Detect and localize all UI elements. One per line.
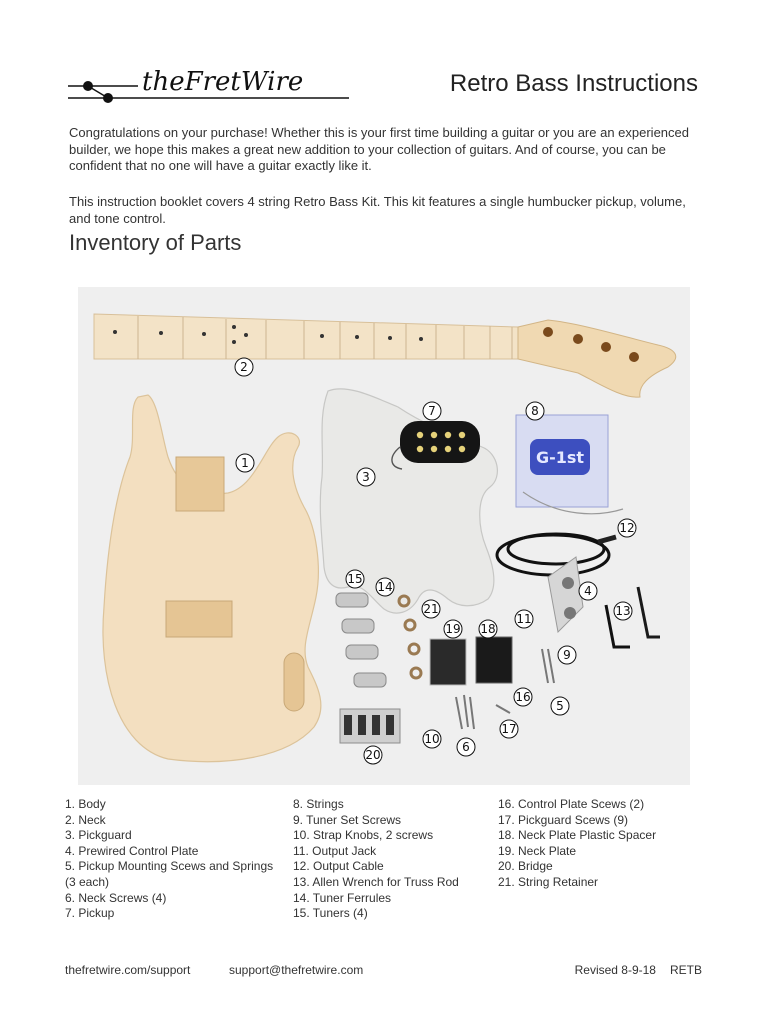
callout-19 [444, 620, 462, 638]
callout-12 [618, 519, 636, 537]
parts-illustration [78, 287, 690, 785]
parts-list-item: 17. Pickguard Scews (9) [498, 812, 629, 827]
parts-list-item: 7. Pickup [65, 906, 115, 921]
neck-plate-spacer-part [476, 637, 512, 683]
callout-1 [236, 454, 254, 472]
svg-text:10: 10 [424, 732, 440, 746]
brand-name: theFretWire [142, 67, 304, 97]
neck-plate-part [430, 639, 466, 685]
svg-text:6: 6 [462, 740, 470, 754]
strings-package-part [516, 415, 623, 514]
callout-20 [364, 746, 382, 764]
callout-7 [423, 402, 441, 420]
parts-list-item: 10. Strap Knobs, 2 screws [293, 828, 434, 843]
parts-list-item: 2. Neck [65, 812, 106, 827]
parts-list-item: 12. Output Cable [293, 859, 384, 874]
parts-list-item: 3. Pickguard [65, 828, 132, 843]
parts-list-item: 1. Body [65, 797, 106, 811]
parts-list-item: 6. Neck Screws (4) [65, 890, 167, 905]
callout-2 [235, 358, 253, 376]
callout-14 [376, 578, 394, 596]
parts-list-item: 15. Tuners (4) [293, 906, 368, 921]
svg-text:18: 18 [480, 622, 496, 636]
support-email-link[interactable]: support@thefretwire.com [229, 963, 364, 977]
parts-list-item: 4. Prewired Control Plate [65, 843, 199, 858]
intro-paragraph-1: Congratulations on your purchase! Whether this is your first time building a guitar or you are an experienced builder, we hope this makes a great new addition to your collection of guitars. And of course, you can be confident that no one will have a guitar exactly like it. [69, 125, 689, 173]
callout-8 [526, 402, 544, 420]
parts-list-item: 5. Pickup Mounting Scews and Springs (3 each) [65, 859, 274, 889]
callout-16 [514, 688, 532, 706]
strings-package-label: G-1st [535, 448, 585, 467]
bridge-part [340, 709, 400, 743]
svg-text:13: 13 [615, 604, 631, 618]
svg-text:12: 12 [619, 521, 635, 535]
section-title: Inventory of Parts [69, 230, 242, 255]
parts-list-item: 11. Output Jack [293, 843, 377, 858]
callout-17 [500, 720, 518, 738]
parts-list-item: 16. Control Plate Scews (2) [498, 797, 645, 811]
callout-10 [423, 730, 441, 748]
product-code: RETB [669, 963, 702, 977]
svg-text:17: 17 [501, 722, 517, 736]
svg-text:21: 21 [423, 602, 439, 616]
support-link[interactable]: thefretwire.com/support [65, 963, 191, 977]
svg-text:8: 8 [531, 404, 539, 418]
svg-text:15: 15 [347, 572, 363, 586]
svg-text:20: 20 [365, 748, 381, 762]
callout-5 [551, 697, 569, 715]
callout-15 [346, 570, 364, 588]
callout-13 [614, 602, 632, 620]
revision-date: Revised 8-9-18 [574, 963, 656, 977]
parts-list-item: 13. Allen Wrench for Truss Rod [293, 874, 459, 889]
brand-logo [66, 58, 351, 104]
parts-list-item: 9. Tuner Set Screws [293, 812, 402, 827]
callout-18 [479, 620, 497, 638]
parts-list-item: 21. String Retainer [498, 874, 599, 889]
callout-9 [558, 646, 576, 664]
parts-list-item: 8. Strings [293, 797, 344, 811]
parts-list-item: 19. Neck Plate [498, 843, 577, 858]
svg-text:2: 2 [240, 360, 248, 374]
parts-list-column-1 [65, 797, 287, 922]
callout-11 [515, 610, 533, 628]
callout-3 [357, 468, 375, 486]
fret-wire-logo-icon [66, 58, 351, 104]
svg-text:14: 14 [377, 580, 393, 594]
parts-photo [78, 287, 690, 785]
revision-info [575, 963, 702, 977]
svg-text:3: 3 [362, 470, 370, 484]
parts-list-column-3 [498, 797, 698, 891]
parts-list-item: 14. Tuner Ferrules [293, 890, 392, 905]
document-title: Retro Bass Instructions [449, 70, 698, 97]
callout-4 [579, 582, 597, 600]
parts-list-item: 20. Bridge [498, 859, 553, 874]
svg-text:19: 19 [445, 622, 461, 636]
callout-6 [457, 738, 475, 756]
svg-text:9: 9 [563, 648, 571, 662]
svg-text:5: 5 [556, 699, 564, 713]
parts-list-item: 18. Neck Plate Plastic Spacer [498, 828, 657, 843]
callout-21 [422, 600, 440, 618]
svg-text:4: 4 [584, 584, 592, 598]
svg-text:1: 1 [241, 456, 249, 470]
intro-paragraph-2: This instruction booklet covers 4 string Retro Bass Kit. This kit features a single humbucker pickup, volume, and tone control. [69, 194, 686, 226]
svg-text:11: 11 [516, 612, 532, 626]
svg-text:16: 16 [515, 690, 531, 704]
svg-text:7: 7 [428, 404, 436, 418]
parts-list-column-2 [293, 797, 493, 922]
